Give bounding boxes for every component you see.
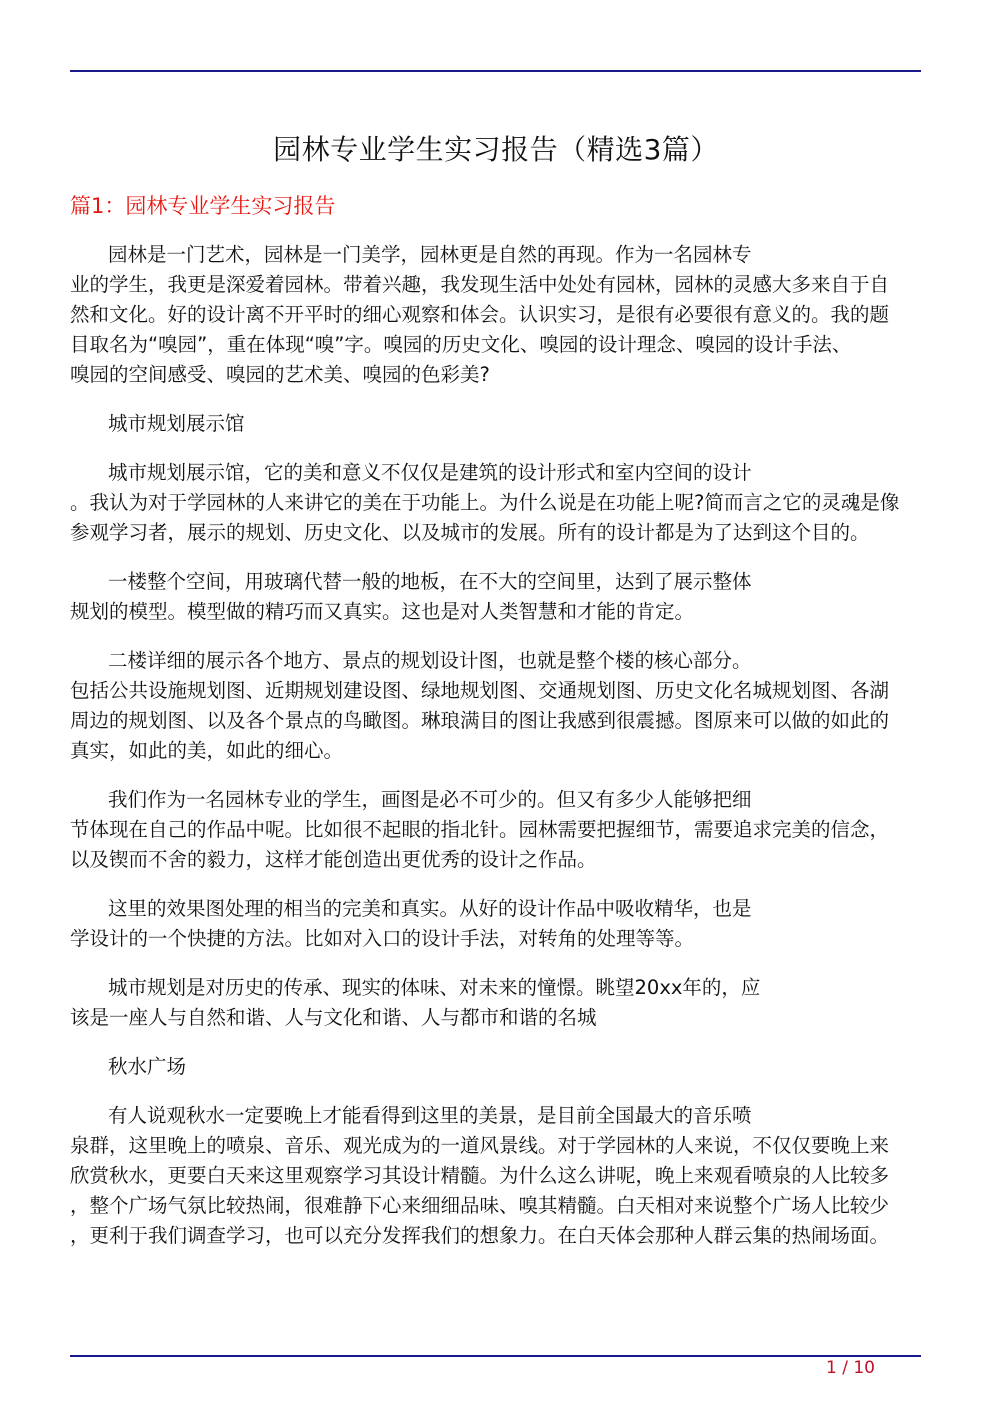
- text-line: 嗅园的空间感受、嗅园的艺术美、嗅园的色彩美?: [70, 363, 490, 386]
- text-line: 二楼详细的展示各个地方、景点的规划设计图，也就是整个楼的核心部分。: [108, 649, 752, 672]
- subsection-heading: [70, 409, 921, 439]
- text-line: 我们作为一名园林专业的学生，画图是必不可少的。但又有多少人能够把细: [108, 788, 752, 811]
- paragraph: [70, 1101, 921, 1251]
- text-line: 业的学生，我更是深爱着园林。带着兴趣，我发现生活中处处有园林，园林的灵感大多来自于自: [70, 273, 890, 296]
- text-line: 城市规划展示馆，它的美和意义不仅仅是建筑的设计形式和室内空间的设计: [108, 461, 752, 484]
- text-line: 泉群，这里晚上的喷泉、音乐、观光成为的一道风景线。对于学园林的人来说，不仅仅要晚上来: [70, 1134, 890, 1157]
- paragraph: [70, 973, 921, 1033]
- text-line: 欣赏秋水，更要白天来这里观察学习其设计精髓。为什么这么讲呢，晚上来观看喷泉的人比较多: [70, 1164, 890, 1187]
- text-line: 包括公共设施规划图、近期规划建设图、绿地规划图、交通规划图、历史文化名城规划图、各湖: [70, 679, 890, 702]
- document-body: [70, 240, 921, 1270]
- section-heading: 篇1：园林专业学生实习报告: [70, 194, 336, 218]
- text-line: 真实，如此的美，如此的细心。: [70, 739, 344, 762]
- paragraph: [70, 240, 921, 390]
- text-line: 目取名为“嗅园”，重在体现“嗅”字。嗅园的历史文化、嗅园的设计理念、嗅园的设计手法、: [70, 333, 852, 356]
- text-line: 城市规划是对历史的传承、现实的体味、对未来的憧憬。眺望20xx年的，应: [108, 976, 761, 999]
- text-line: 园林是一门艺术，园林是一门美学，园林更是自然的再现。作为一名园林专: [108, 243, 752, 266]
- text-line: ，整个广场气氛比较热闹，很难静下心来细细品味、嗅其精髓。白天相对来说整个广场人比较少: [70, 1194, 890, 1217]
- paragraph: [70, 894, 921, 954]
- paragraph: [70, 646, 921, 766]
- header-rule: [70, 70, 921, 72]
- text-line: 这里的效果图处理的相当的完美和真实。从好的设计作品中吸收精华，也是: [108, 897, 752, 920]
- page-number: 1 / 10: [826, 1358, 875, 1378]
- text-line: 学设计的一个快捷的方法。比如对入口的设计手法，对转角的处理等等。: [70, 927, 695, 950]
- text-line: 有人说观秋水一定要晚上才能看得到这里的美景，是目前全国最大的音乐喷: [108, 1104, 752, 1127]
- document-title: 园林专业学生实习报告（精选3篇）: [273, 133, 719, 166]
- text-line: 然和文化。好的设计离不开平时的细心观察和体会。认识实习，是很有必要很有意义的。我的题: [70, 303, 890, 326]
- paragraph: [70, 567, 921, 627]
- text-line: 。我认为对于学园林的人来讲它的美在于功能上。为什么说是在功能上呢?简而言之它的灵魂是像: [70, 491, 900, 514]
- text-line: 一楼整个空间，用玻璃代替一般的地板，在不大的空间里，达到了展示整体: [108, 570, 752, 593]
- text-line: ，更利于我们调查学习，也可以充分发挥我们的想象力。在白天体会那种人群云集的热闹场面。: [70, 1224, 890, 1247]
- paragraph: [70, 458, 921, 548]
- text-line: 以及锲而不舍的毅力，这样才能创造出更优秀的设计之作品。: [70, 848, 597, 871]
- text-line: 节体现在自己的作品中呢。比如很不起眼的指北针。园林需要把握细节，需要追求完美的信念，: [70, 818, 890, 841]
- text-line: 秋水广场: [108, 1055, 187, 1078]
- text-line: 参观学习者，展示的规划、历史文化、以及城市的发展。所有的设计都是为了达到这个目的。: [70, 521, 870, 544]
- text-line: 周边的规划图、以及各个景点的鸟瞰图。琳琅满目的图让我感到很震撼。图原来可以做的如此的: [70, 709, 890, 732]
- subsection-heading: [70, 1052, 921, 1082]
- footer-rule: [70, 1355, 921, 1357]
- text-line: 该是一座人与自然和谐、人与文化和谐、人与都市和谐的名城: [70, 1006, 597, 1029]
- text-line: 规划的模型。模型做的精巧而又真实。这也是对人类智慧和才能的肯定。: [70, 600, 695, 623]
- text-line: 城市规划展示馆: [108, 412, 245, 435]
- paragraph: [70, 785, 921, 875]
